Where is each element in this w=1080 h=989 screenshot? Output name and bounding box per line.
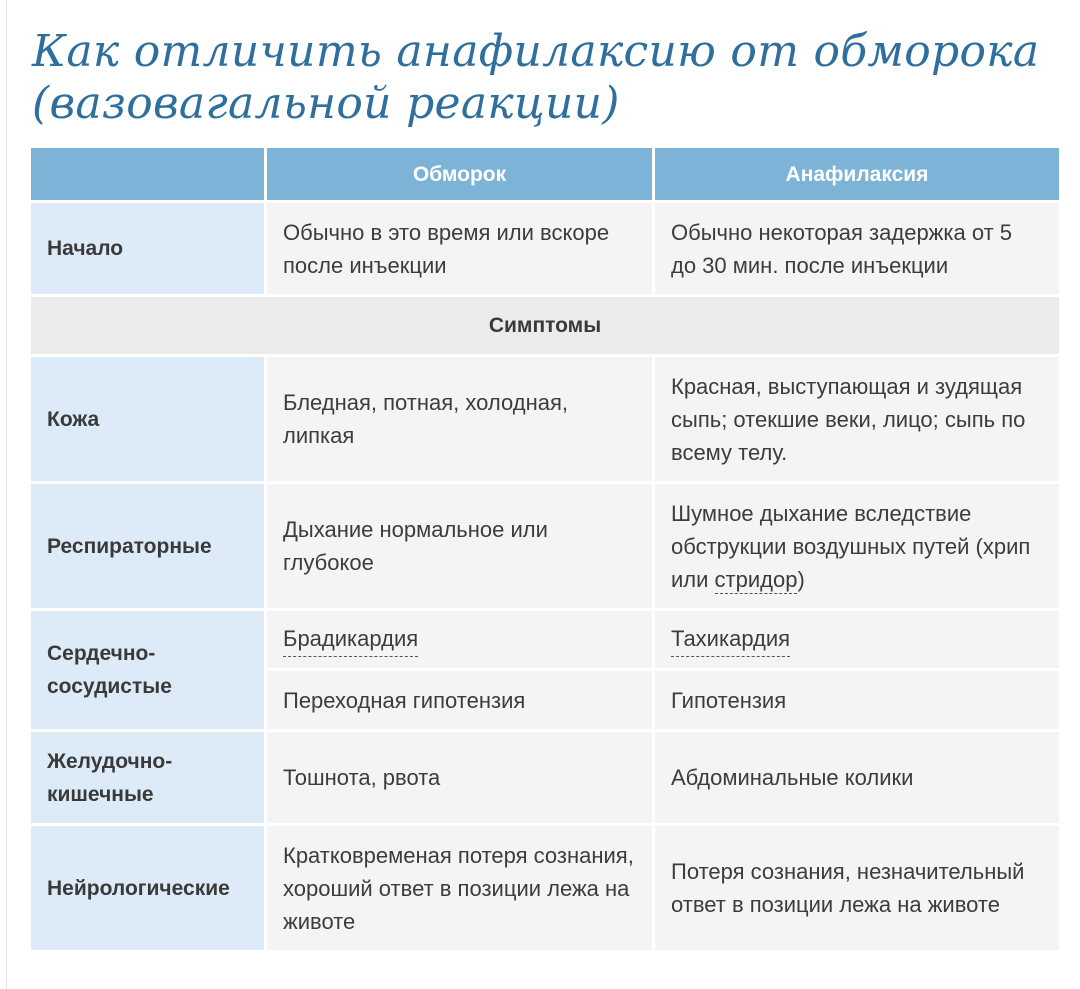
cell-onset-fainting: Обычно в это время или вскоре после инъекции (267, 203, 652, 294)
cell-onset-anaphylaxis: Обычно некоторая задержка от 5 до 30 мин. после инъекции (655, 203, 1059, 294)
row-label-gastro: Желудочно-кишечные (31, 732, 264, 823)
tachycardia-term-link[interactable]: Тахикардия (671, 622, 790, 657)
row-label-onset: Начало (31, 203, 264, 294)
row-label-neuro: Нейрологические (31, 826, 264, 950)
row-label-cardio: Сердечно-сосудистые (31, 611, 264, 729)
cell-neuro-anaphylaxis: Потеря сознания, незначительный ответ в позиции лежа на животе (655, 826, 1059, 950)
page-title: Как отличить анафилаксию от обморока (вазовагальной реакции) (32, 26, 1040, 129)
stridor-term-link[interactable]: стридор (714, 566, 798, 592)
row-label-respiratory: Респираторные (31, 484, 264, 608)
cell-gastro-anaphylaxis: Абдоминальные колики (655, 732, 1059, 823)
cell-cardio-anaphylaxis-2: Гипотензия (655, 671, 1059, 729)
cell-skin-fainting: Бледная, потная, холодная, липкая (267, 357, 652, 481)
header-anaphylaxis: Анафилаксия (655, 148, 1059, 200)
section-symptoms: Симптомы (31, 297, 1059, 354)
left-edge-rule (6, 0, 7, 989)
cell-gastro-fainting: Тошнота, рвота (267, 732, 652, 823)
cell-cardio-fainting-2: Переходная гипотензия (267, 671, 652, 729)
cell-respiratory-anaphylaxis (655, 484, 1059, 608)
header-fainting: Обморок (267, 148, 652, 200)
respiratory-anaphylaxis-text: Шумное дыхание вследствие обструкции воздушных путей (хрип или стридор) (671, 500, 1031, 592)
cell-cardio-fainting-1 (267, 611, 652, 668)
cell-skin-anaphylaxis: Красная, выступающая и зудящая сыпь; отекшие веки, лицо; сыпь по всему телу. (655, 357, 1059, 481)
bradycardia-term-link[interactable]: Брадикардия (283, 622, 418, 657)
row-label-skin: Кожа (31, 357, 264, 481)
cell-cardio-anaphylaxis-1 (655, 611, 1059, 668)
header-blank-cell (31, 148, 264, 200)
cell-neuro-fainting: Кратковременая потеря сознания, хороший ответ в позиции лежа на животе (267, 826, 652, 950)
comparison-table (31, 148, 1059, 950)
cell-respiratory-fainting: Дыхание нормальное или глубокое (267, 484, 652, 608)
